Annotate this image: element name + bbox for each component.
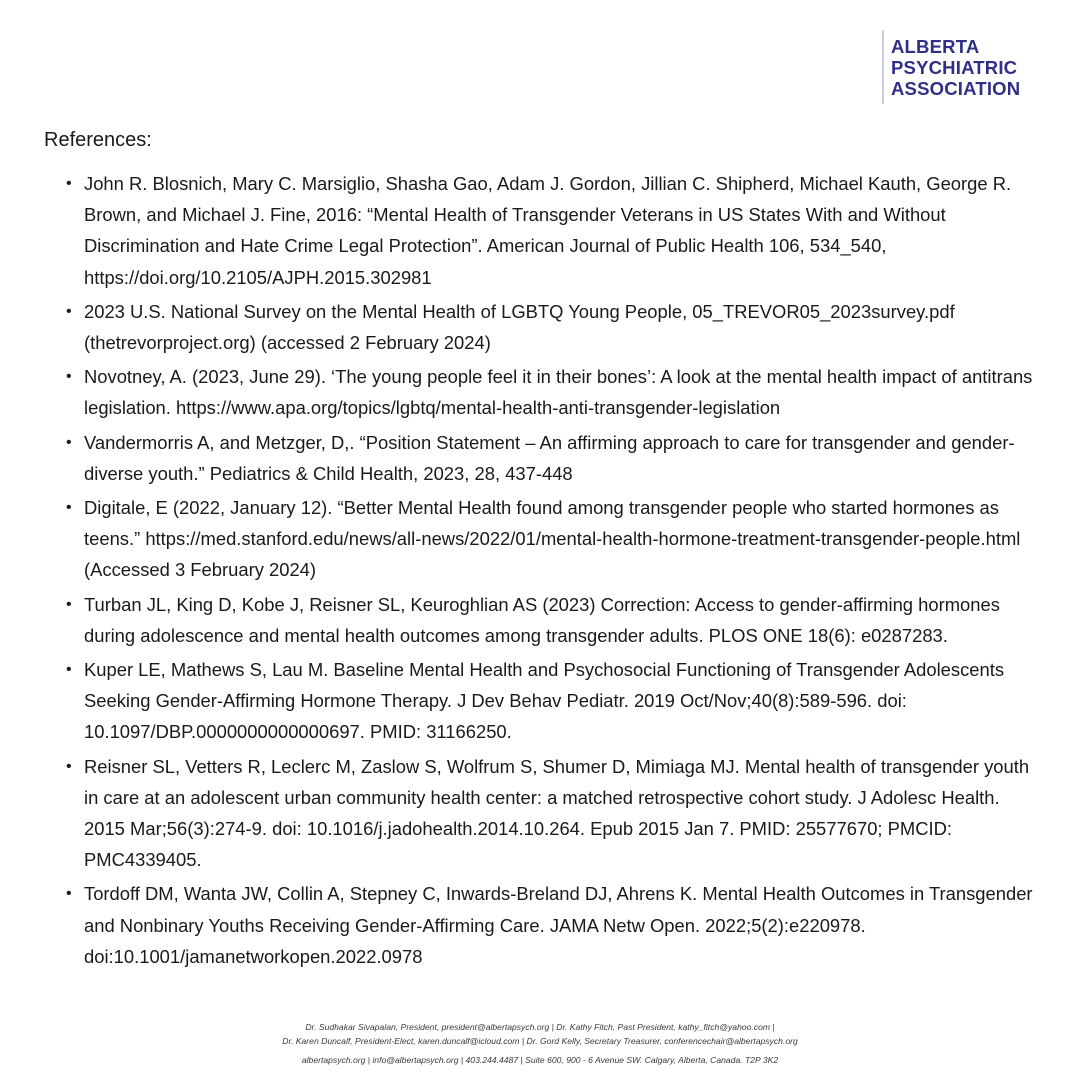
footer-officers-line-2: Dr. Karen Duncalf, President-Elect, karen.duncalf@icloud.com | Dr. Gord Kelly, Secretary Treasurer, conferencechair@albertapsych.org bbox=[282, 1036, 798, 1046]
reference-item: • Novotney, A. (2023, June 29). ‘The young people feel it in their bones’: A look at the mental health impact of antitrans legislation. https://www.apa.org/topics/lgbtq/mental-health-anti-transgender-legislation bbox=[84, 361, 1044, 423]
reference-item: • Vandermorris A, and Metzger, D,. “Position Statement – An affirming approach to care for transgender and gender-diverse youth.” Pediatrics & Child Health, 2023, 28, 437-448 bbox=[84, 427, 1044, 489]
footer-contact-line: albertapsych.org | info@albertapsych.org | 403.244.4487 | Suite 600, 900 - 6 Avenue SW. Calgary, Alberta, Canada. T2P 3K2 bbox=[301, 1055, 779, 1065]
logo-line-psychiatric: PSYCHIATRIC bbox=[891, 56, 1018, 78]
reference-list bbox=[84, 168, 1044, 975]
logo-line-association: ASSOCIATION bbox=[891, 77, 1021, 99]
association-logo bbox=[882, 30, 1020, 104]
reference-item: • Tordoff DM, Wanta JW, Collin A, Stepney C, Inwards-Breland DJ, Ahrens K. Mental Health Outcomes in Transgender and Nonbinary Youths Receiving Gender-Affirming Care. JAMA Netw Open. 2022;5(2):e220978. doi:10.1001/jamanetworkopen.2022.0978 bbox=[84, 878, 1044, 972]
reference-item: • John R. Blosnich, Mary C. Marsiglio, Shasha Gao, Adam J. Gordon, Jillian C. Shipherd, Michael Kauth, George R. Brown, and Michael J. Fine, 2016: “Mental Health of Transgender Veterans in US States With and Without Discrimination and Hate Crime Legal Protection”. American Journal of Public Health 106, 534_540, https://doi.org/10.2105/AJPH.2015.302981 bbox=[84, 168, 1044, 293]
references-heading: References: bbox=[44, 129, 152, 151]
logo-line-alberta: ALBERTA bbox=[891, 35, 980, 57]
reference-item: • Reisner SL, Vetters R, Leclerc M, Zaslow S, Wolfrum S, Shumer D, Mimiaga MJ. Mental health of transgender youth in care at an adolescent urban community health center: a matched retrospective cohort study. J Adolesc Health. 2015 Mar;56(3):274-9. doi: 10.1016/j.jadohealth.2014.10.264. Epub 2015 Jan 7. PMID: 25577670; PMCID: PMC4339405. bbox=[84, 751, 1044, 876]
reference-item: • Kuper LE, Mathews S, Lau M. Baseline Mental Health and Psychosocial Functioning of Transgender Adolescents Seeking Gender-Affirming Hormone Therapy. J Dev Behav Pediatr. 2019 Oct/Nov;40(8):589-596. doi: 10.1097/DBP.0000000000000697. PMID: 31166250. bbox=[84, 654, 1044, 748]
reference-item: • Turban JL, King D, Kobe J, Reisner SL, Keuroghlian AS (2023) Correction: Access to gender-affirming hormones during adolescence and mental health outcomes among transgender adults. PLOS ONE 18(6): e0287283. bbox=[84, 589, 1044, 651]
reference-item: • Digitale, E (2022, January 12). “Better Mental Health found among transgender people who started hormones as teens.” https://med.stanford.edu/news/all-news/2022/01/mental-health-hormone-treatment-transgender-people.html (Accessed 3 February 2024) bbox=[84, 492, 1044, 586]
footer-officers-line-1: Dr. Sudhakar Sivapalan, President, president@albertapsych.org | Dr. Kathy Fitch, Past President, kathy_fitch@yahoo.com | bbox=[305, 1022, 775, 1032]
reference-item: • 2023 U.S. National Survey on the Mental Health of LGBTQ Young People, 05_TREVOR05_2023survey.pdf (thetrevorproject.org) (accessed 2 February 2024) bbox=[84, 296, 1044, 358]
